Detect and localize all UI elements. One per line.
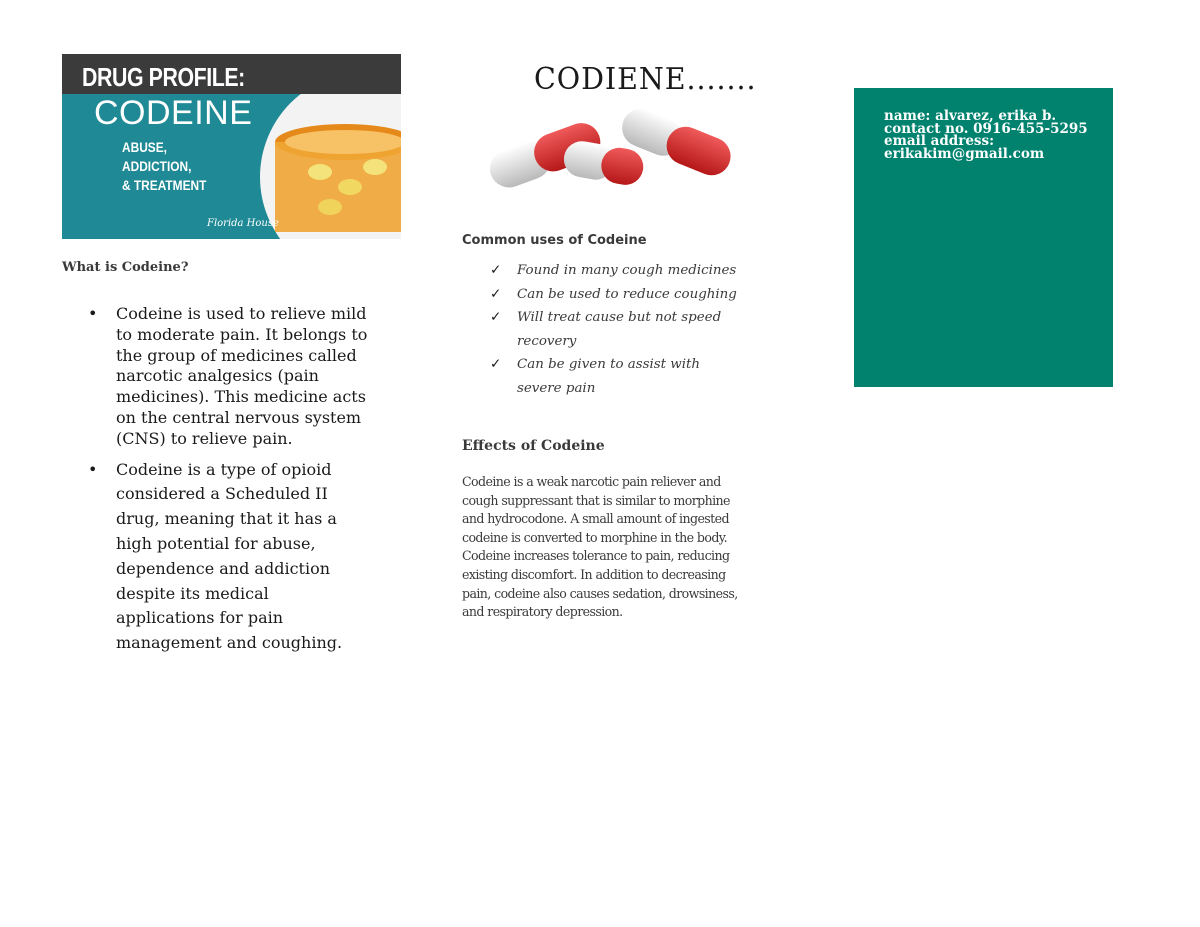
effects-paragraph: Codeine is a weak narcotic pain reliever and cough suppressant that is similar to morphine and hydrocodone. A small amount of ingested codeine is converted to morphine in the body. Codeine increases tolerance to pain, reducing existing discomfort. In addition to decreasing pain, codeine also causes sedation, drowsiness, and respiratory depression. [462,474,738,620]
list-item [490,353,740,400]
banner-logo: Florida House [207,218,279,229]
use-text: Can be given to assist with severe pain [517,357,701,396]
banner-heading: CODEINE [94,94,253,132]
checkmark-icon: ✓ [490,310,502,325]
contact-email: erikakim@gmail.com [884,145,1045,162]
codeine-description-list [88,304,368,656]
contact-name: name: alvarez, erika b. [884,108,1057,124]
what-is-codeine-heading: What is Codeine? [62,260,189,275]
list-item: • Codeine is a type of opioid considered a Scheduled II drug, meaning that it has a high potential for abuse, dependence and addiction despite its medical applications for pain management and coughing. [88,458,368,656]
checkmark-icon: ✓ [490,263,502,278]
list-item [490,259,740,283]
use-text: Found in many cough medicines [517,263,737,278]
common-uses-heading: Common uses of Codeine [462,233,647,248]
contact-email-label: email address: [884,133,995,149]
effects-heading: Effects of Codeine [462,438,605,454]
checkmark-icon: ✓ [490,357,502,372]
drug-profile-banner [62,54,401,239]
use-text: Will treat cause but not speed recovery [517,310,722,349]
banner-sub-line: ABUSE, [122,139,167,155]
pill-bottle-photo [260,72,401,239]
banner-sub-line: & TREATMENT [122,177,207,193]
codiene-image-title: CODIENE....... [534,62,757,97]
list-item: • Codeine is used to relieve mild to moderate pain. It belongs to the group of medicines called narcotic analgesics (pain medicines). This medicine acts on the central nervous system (CNS) to relieve pain. [88,304,368,450]
list-item [490,306,740,353]
use-text: Can be used to reduce coughing [517,286,737,302]
contact-phone: contact no. 0916-455-5295 [884,120,1088,137]
common-uses-list [490,259,740,400]
list-item [490,283,740,307]
banner-title: DRUG PROFILE: [82,62,245,92]
capsules-icon [478,100,740,195]
banner-sub-line: ADDICTION, [122,158,192,174]
pill-bottle-icon [260,72,401,239]
contact-panel [854,88,1113,387]
checkmark-icon: ✓ [490,286,502,302]
contact-info [884,110,1088,160]
